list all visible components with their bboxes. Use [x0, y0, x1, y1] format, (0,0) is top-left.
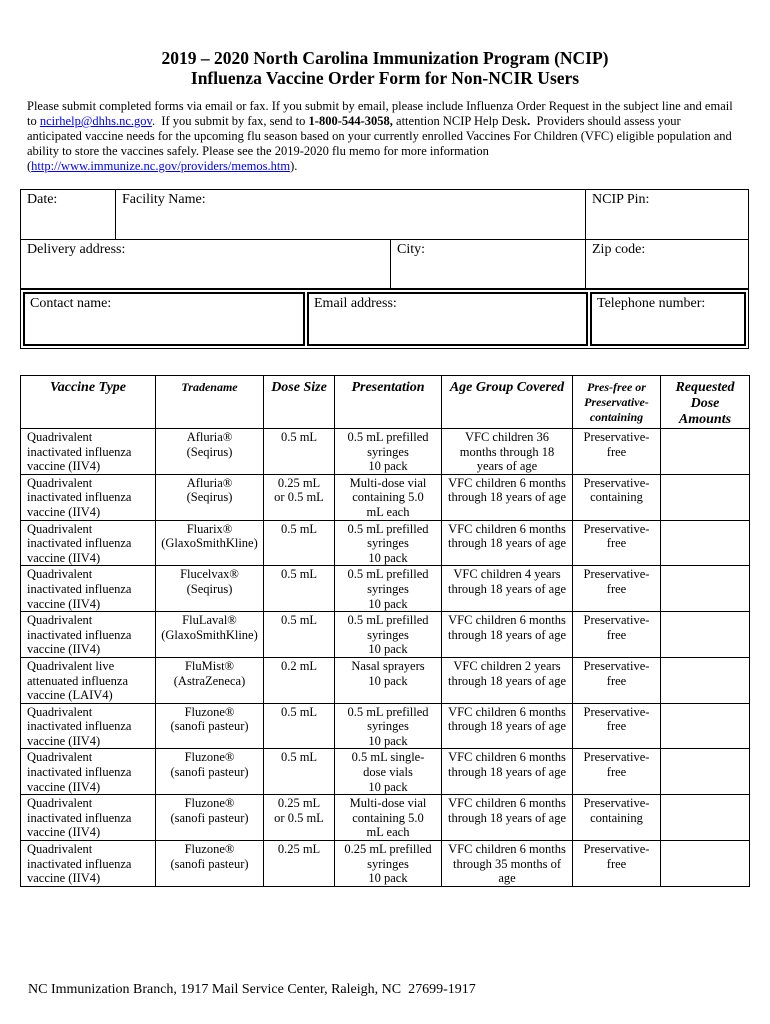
zip-code-label: Zip code:: [592, 242, 646, 257]
instructions-text: to: [27, 114, 40, 128]
presentation-cell: 0.5 mL prefilled syringes 10 pack: [335, 566, 442, 612]
instructions-line: [27, 159, 733, 174]
dose-size-cell: 0.5 mL: [264, 612, 335, 658]
tradename-cell: Flucelvax® (Seqirus): [156, 566, 264, 612]
tradename-cell: Afluria® (Seqirus): [156, 429, 264, 475]
preservative-cell: Preservative- free: [573, 612, 661, 658]
tradename-cell: Fluzone® (sanofi pasteur): [156, 795, 264, 841]
table-row: [21, 429, 750, 475]
preservative-cell: Preservative- free: [573, 429, 661, 475]
age-group-cell: VFC children 2 years through 18 years of age: [442, 657, 573, 703]
city-field[interactable]: [391, 240, 586, 288]
table-row: [21, 703, 750, 749]
requested-dose-amount-input[interactable]: [661, 429, 750, 475]
age-group-cell: VFC children 36 months through 18 years of age: [442, 429, 573, 475]
facility-name-field[interactable]: [116, 190, 586, 239]
column-header-dose-size: Dose Size: [264, 376, 335, 429]
dose-size-cell: 0.5 mL: [264, 566, 335, 612]
instructions-text: (: [27, 159, 32, 173]
dose-size-cell: 0.5 mL: [264, 749, 335, 795]
delivery-address-label: Delivery address:: [27, 242, 126, 257]
form-row: [21, 239, 748, 288]
age-group-cell: VFC children 6 months through 18 years of age: [442, 520, 573, 566]
requested-dose-amount-input[interactable]: [661, 749, 750, 795]
instructions-line: Please submit completed forms via email or fax. If you submit by email, please include Influenza Order Request in the subject line and email: [27, 99, 733, 113]
footer-address: NC Immunization Branch, 1917 Mail Service Center, Raleigh, NC 27699-1917: [28, 982, 476, 997]
column-header-age-group: Age Group Covered: [442, 376, 573, 429]
table-row: [21, 841, 750, 887]
requested-dose-amount-input[interactable]: [661, 795, 750, 841]
age-group-cell: VFC children 6 months through 18 years of age: [442, 749, 573, 795]
vaccine-type-cell: Quadrivalent inactivated influenza vaccine (IIV4): [21, 795, 156, 841]
dose-size-cell: 0.5 mL: [264, 703, 335, 749]
requested-dose-amount-input[interactable]: [661, 566, 750, 612]
presentation-cell: 0.5 mL prefilled syringes 10 pack: [335, 429, 442, 475]
preservative-cell: Preservative- free: [573, 657, 661, 703]
instructions-line: [27, 114, 733, 129]
requested-dose-amount-input[interactable]: [661, 657, 750, 703]
column-header-requested-doses: Requested Dose Amounts: [661, 376, 750, 429]
ncip-pin-label: NCIP Pin:: [592, 192, 650, 207]
dose-size-cell: 0.25 mL: [264, 841, 335, 887]
flu-memo-link[interactable]: http://www.immunize.nc.gov/providers/memos.htm: [31, 159, 291, 173]
tradename-cell: Fluarix® (GlaxoSmithKline): [156, 520, 264, 566]
vaccine-type-cell: Quadrivalent inactivated influenza vaccine (IIV4): [21, 566, 156, 612]
preservative-cell: Preservative- free: [573, 520, 661, 566]
dose-size-cell: 0.2 mL: [264, 657, 335, 703]
presentation-cell: 0.5 mL prefilled syringes 10 pack: [335, 703, 442, 749]
fax-number: 1-800-544-3058,: [308, 114, 393, 128]
age-group-cell: VFC children 6 months through 18 years of age: [442, 474, 573, 520]
contact-name-field[interactable]: [23, 292, 305, 346]
table-row: [21, 657, 750, 703]
date-field[interactable]: [21, 190, 116, 239]
instructions-text: Providers should assess your: [530, 114, 681, 128]
instructions-text: attention NCIP Help Desk: [392, 114, 528, 128]
tradename-cell: Afluria® (Seqirus): [156, 474, 264, 520]
age-group-cell: VFC children 6 months through 18 years of age: [442, 612, 573, 658]
form-row: [21, 190, 748, 239]
document-title: [0, 48, 770, 88]
table-header-row: [21, 376, 750, 429]
dose-size-cell: 0.5 mL: [264, 520, 335, 566]
instructions-text: ).: [290, 159, 298, 173]
title-line-2: Influenza Vaccine Order Form for Non-NCIR Users: [190, 68, 580, 88]
contact-name-label: Contact name:: [30, 296, 112, 311]
preservative-cell: Preservative- free: [573, 566, 661, 612]
telephone-number-label: Telephone number:: [597, 296, 706, 311]
age-group-cell: VFC children 6 months through 35 months of age: [442, 841, 573, 887]
preservative-cell: Preservative- free: [573, 841, 661, 887]
preservative-cell: Preservative- free: [573, 703, 661, 749]
table-row: [21, 749, 750, 795]
vaccine-type-cell: Quadrivalent inactivated influenza vaccine (IIV4): [21, 429, 156, 475]
facility-name-label: Facility Name:: [122, 192, 206, 207]
table-row: [21, 612, 750, 658]
telephone-number-field[interactable]: [590, 292, 746, 346]
dose-size-cell: 0.25 mL or 0.5 mL: [264, 795, 335, 841]
contact-info-form: [20, 289, 749, 349]
tradename-cell: FluLaval® (GlaxoSmithKline): [156, 612, 264, 658]
instructions-text: .: [527, 114, 531, 128]
column-header-vaccine-type: Vaccine Type: [21, 376, 156, 429]
table-row: [21, 795, 750, 841]
age-group-cell: VFC children 6 months through 18 years of age: [442, 795, 573, 841]
presentation-cell: Nasal sprayers 10 pack: [335, 657, 442, 703]
facility-info-form: [20, 189, 749, 289]
requested-dose-amount-input[interactable]: [661, 520, 750, 566]
dose-size-cell: 0.25 mL or 0.5 mL: [264, 474, 335, 520]
preservative-cell: Preservative- containing: [573, 474, 661, 520]
presentation-cell: 0.5 mL single- dose vials 10 pack: [335, 749, 442, 795]
instructions-text: . If you submit by fax, send to: [151, 114, 309, 128]
instructions-line: anticipated vaccine needs for the upcoming flu season based on your currently enrolled Vaccines For Children (VFC) eligible population and: [27, 129, 732, 143]
tradename-cell: Fluzone® (sanofi pasteur): [156, 749, 264, 795]
delivery-address-field[interactable]: [21, 240, 391, 288]
requested-dose-amount-input[interactable]: [661, 841, 750, 887]
requested-dose-amount-input[interactable]: [661, 474, 750, 520]
email-address-label: Email address:: [314, 296, 397, 311]
vaccine-type-cell: Quadrivalent inactivated influenza vaccine (IIV4): [21, 474, 156, 520]
age-group-cell: VFC children 6 months through 18 years of age: [442, 703, 573, 749]
table-row: [21, 566, 750, 612]
city-label: City:: [397, 242, 426, 257]
table-row: [21, 474, 750, 520]
tradename-cell: FluMist® (AstraZeneca): [156, 657, 264, 703]
vaccine-type-cell: Quadrivalent inactivated influenza vaccine (IIV4): [21, 841, 156, 887]
requested-dose-amount-input[interactable]: [661, 703, 750, 749]
instructions-paragraph: [27, 99, 733, 174]
email-address-field[interactable]: [307, 292, 588, 346]
vaccine-type-cell: Quadrivalent live attenuated influenza vaccine (LAIV4): [21, 657, 156, 703]
zip-code-field[interactable]: [586, 240, 748, 288]
date-label: Date:: [27, 192, 58, 207]
presentation-cell: Multi-dose vial containing 5.0 mL each: [335, 795, 442, 841]
vaccine-type-cell: Quadrivalent inactivated influenza vaccine (IIV4): [21, 749, 156, 795]
table-row: [21, 520, 750, 566]
presentation-cell: 0.5 mL prefilled syringes 10 pack: [335, 612, 442, 658]
tradename-cell: Fluzone® (sanofi pasteur): [156, 703, 264, 749]
age-group-cell: VFC children 4 years through 18 years of age: [442, 566, 573, 612]
presentation-cell: Multi-dose vial containing 5.0 mL each: [335, 474, 442, 520]
tradename-cell: Fluzone® (sanofi pasteur): [156, 841, 264, 887]
column-header-preservative: Pres-free or Preservative- containing: [573, 376, 661, 429]
vaccine-type-cell: Quadrivalent inactivated influenza vaccine (IIV4): [21, 612, 156, 658]
presentation-cell: 0.5 mL prefilled syringes 10 pack: [335, 520, 442, 566]
column-header-presentation: Presentation: [335, 376, 442, 429]
title-line-1: 2019 – 2020 North Carolina Immunization Program (NCIP): [161, 48, 609, 68]
preservative-cell: Preservative- containing: [573, 795, 661, 841]
vaccine-type-cell: Quadrivalent inactivated influenza vaccine (IIV4): [21, 703, 156, 749]
ncip-pin-field[interactable]: [586, 190, 748, 239]
vaccine-order-table: [20, 375, 750, 887]
instructions-line: ability to store the vaccines safely. Please see the 2019-2020 flu memo for more information: [27, 144, 489, 158]
presentation-cell: 0.25 mL prefilled syringes 10 pack: [335, 841, 442, 887]
vaccine-type-cell: Quadrivalent inactivated influenza vaccine (IIV4): [21, 520, 156, 566]
dose-size-cell: 0.5 mL: [264, 429, 335, 475]
preservative-cell: Preservative- free: [573, 749, 661, 795]
help-email-link[interactable]: ncirhelp@dhhs.nc.gov: [39, 114, 152, 128]
column-header-tradename: Tradename: [156, 376, 264, 429]
requested-dose-amount-input[interactable]: [661, 612, 750, 658]
